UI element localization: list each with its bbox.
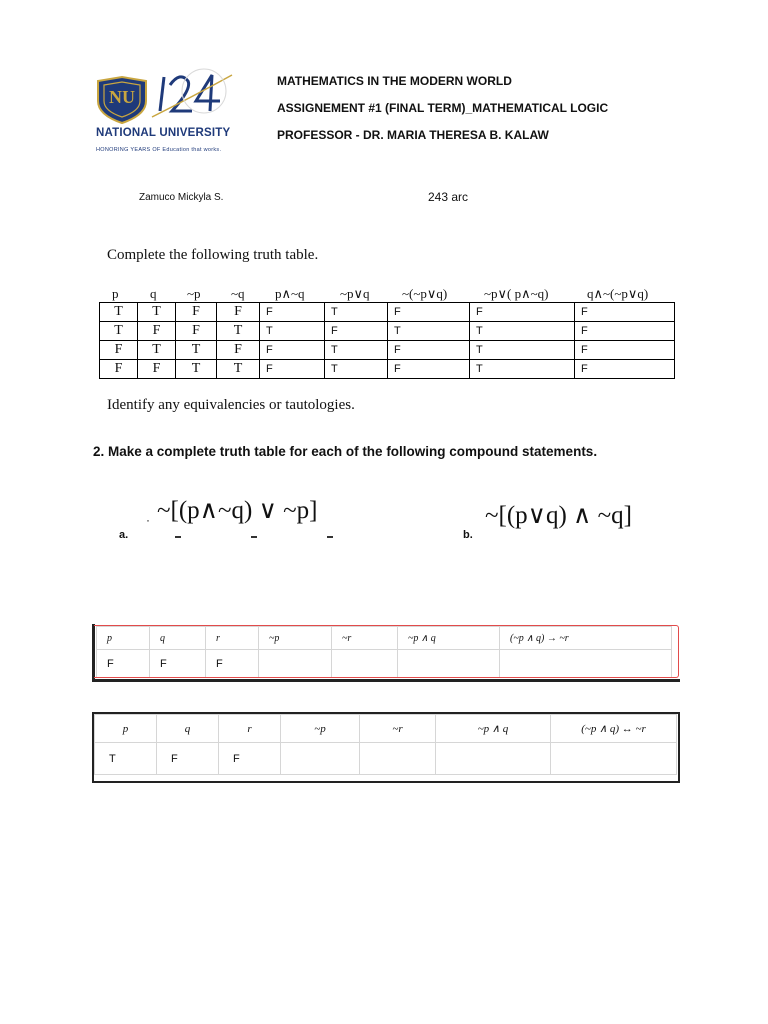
table-cell: T xyxy=(95,743,157,775)
table-row xyxy=(100,360,675,379)
tt1-header-not-q: ~q xyxy=(231,286,245,301)
table-header-cell: r xyxy=(219,715,281,743)
table-cell[interactable] xyxy=(551,743,677,775)
table-cell-answer: F xyxy=(260,303,325,322)
table-cell-answer: T xyxy=(470,322,575,341)
table-cell[interactable] xyxy=(436,743,551,775)
course-title: MATHEMATICS IN THE MODERN WORLD xyxy=(277,74,512,88)
table-cell-answer: T xyxy=(325,341,388,360)
table-cell[interactable] xyxy=(360,743,436,775)
table-cell-given: T xyxy=(138,341,176,360)
professor-name: PROFESSOR - DR. MARIA THERESA B. KALAW xyxy=(277,128,549,142)
table-row xyxy=(95,743,677,775)
expression-a-label: a. xyxy=(119,529,129,541)
tt1-header-p-and-not-q: p∧~q xyxy=(275,286,305,301)
table-header-cell: ~p xyxy=(259,627,332,650)
tt1-header-p: p xyxy=(112,286,119,301)
table-cell-answer: F xyxy=(260,341,325,360)
table-cell-answer: F xyxy=(388,303,470,322)
table-cell: F xyxy=(219,743,281,775)
table-header-cell: ~p xyxy=(281,715,360,743)
assignment-title: ASSIGNEMENT #1 (FINAL TERM)_MATHEMATICAL LOGIC xyxy=(277,101,609,115)
logo-tagline: HONORING YEARS OF Education that works. xyxy=(96,147,222,153)
table-header-cell: p xyxy=(97,627,150,650)
table-cell-answer: T xyxy=(325,360,388,379)
table-cell-given: F xyxy=(176,322,217,341)
table-cell-given: T xyxy=(176,341,217,360)
table-cell-answer: F xyxy=(388,360,470,379)
table-cell: F xyxy=(150,650,206,678)
table-cell-given: F xyxy=(138,360,176,379)
table-header-cell: (~p ∧ q) ↔ ~r xyxy=(551,715,677,743)
seal-icon xyxy=(92,67,237,127)
part2-title: 2. Make a complete truth table for each of the following compound statements. xyxy=(93,444,598,459)
table-cell: F xyxy=(206,650,259,678)
table-cell-given: T xyxy=(217,322,260,341)
table-cell-given: T xyxy=(100,303,138,322)
part1-instruction: Complete the following truth table. xyxy=(107,247,319,263)
table-header-row xyxy=(95,715,677,743)
expression-b-label: b. xyxy=(463,529,473,541)
logo-university-name: NATIONAL UNIVERSITY xyxy=(96,127,231,139)
tt1-header-not-p-or-q: ~p∨q xyxy=(340,286,370,301)
tt1-header-q: q xyxy=(150,286,157,301)
table-header-cell: p xyxy=(95,715,157,743)
expression-a-ghost xyxy=(175,536,335,540)
table-header-cell: ~r xyxy=(360,715,436,743)
table-cell-given: T xyxy=(217,360,260,379)
tt1-header-neg-not-p-or-q: ~(~p∨q) xyxy=(402,286,448,301)
table-header-cell: r xyxy=(206,627,259,650)
truth-table-2-highlight xyxy=(94,625,679,678)
table-cell-answer: F xyxy=(388,341,470,360)
table-cell-given: F xyxy=(217,303,260,322)
table-cell-given: T xyxy=(100,322,138,341)
truth-table-1 xyxy=(99,302,675,379)
table-cell-answer: T xyxy=(388,322,470,341)
student-name: Zamuco Mickyla S. xyxy=(139,192,224,203)
table-cell-given: F xyxy=(176,303,217,322)
svg-text:NU: NU xyxy=(109,87,135,107)
student-section: 243 arc xyxy=(428,190,469,204)
table-cell-given: T xyxy=(176,360,217,379)
table-cell-given: T xyxy=(138,303,176,322)
table-header-cell: (~p ∧ q) → ~r xyxy=(500,627,672,650)
table-cell-answer: F xyxy=(325,322,388,341)
expression-b: ~[(p∨q) ∧ ~q] xyxy=(485,502,632,529)
table-cell-given: F xyxy=(138,322,176,341)
table-header-cell: q xyxy=(150,627,206,650)
tt1-header-q-and-neg: q∧~(~p∨q) xyxy=(587,286,649,301)
table-row xyxy=(100,341,675,360)
expression-a-dot: · xyxy=(146,513,150,527)
truth-table-3 xyxy=(94,714,677,775)
table-header-cell: ~p ∧ q xyxy=(398,627,500,650)
table-cell-answer: T xyxy=(470,360,575,379)
part1-followup: Identify any equivalencies or tautologies. xyxy=(107,397,355,413)
table-header-cell: ~p ∧ q xyxy=(436,715,551,743)
truth-table-1-header xyxy=(0,286,768,302)
table-cell-answer: F xyxy=(470,303,575,322)
table-cell-answer: F xyxy=(575,360,675,379)
table-cell-answer: T xyxy=(260,322,325,341)
table-cell-answer: F xyxy=(575,341,675,360)
table-cell-answer: F xyxy=(575,303,675,322)
table-header-cell: q xyxy=(157,715,219,743)
table-cell: F xyxy=(97,650,150,678)
expression-a: ~[(p∧~q) ∨ ~p] xyxy=(157,497,318,524)
university-logo xyxy=(92,67,237,159)
table-cell-answer: F xyxy=(260,360,325,379)
tt1-header-not-p: ~p xyxy=(187,286,201,301)
table-header-cell: ~r xyxy=(332,627,398,650)
table-cell-answer: T xyxy=(470,341,575,360)
table-cell-given: F xyxy=(217,341,260,360)
table-cell-answer: T xyxy=(325,303,388,322)
table-cell-answer: F xyxy=(575,322,675,341)
table-cell-given: F xyxy=(100,360,138,379)
table-cell: F xyxy=(157,743,219,775)
table-cell-given: F xyxy=(100,341,138,360)
table-cell[interactable] xyxy=(281,743,360,775)
table-row xyxy=(100,303,675,322)
table-row xyxy=(100,322,675,341)
tt1-header-not-p-or-p-and-not-q: ~p∨( p∧~q) xyxy=(484,286,549,301)
